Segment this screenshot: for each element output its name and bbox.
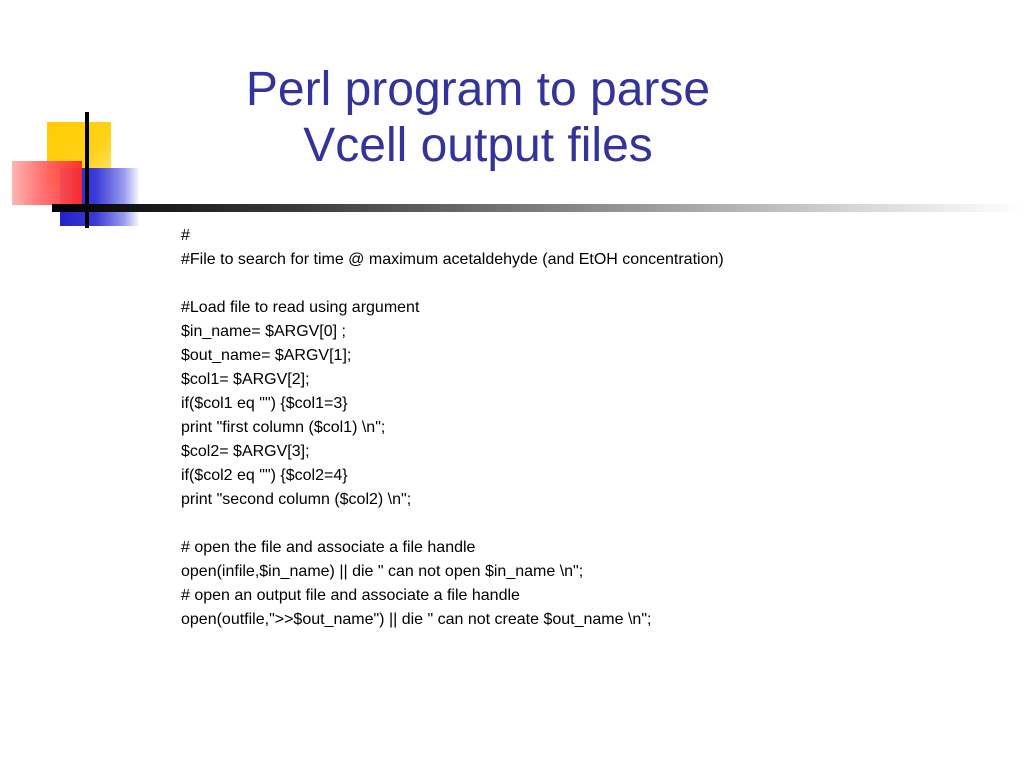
- code-line: $col2= $ARGV[3];: [181, 443, 310, 460]
- slide-title: [160, 62, 796, 174]
- code-line: print "second column ($col2) \n";: [181, 491, 412, 508]
- code-line: open(infile,$in_name) || die " can not open $in_name \n";: [181, 563, 584, 580]
- code-line: $in_name= $ARGV[0] ;: [181, 323, 346, 340]
- code-line: if($col1 eq "") {$col1=3}: [181, 395, 348, 412]
- code-line: [181, 272, 981, 296]
- code-line: if($col2 eq "") {$col2=4}: [181, 467, 348, 484]
- code-line: # open the file and associate a file handle: [181, 539, 476, 556]
- title-line: Perl program to parse: [245, 63, 711, 116]
- code-line: $out_name= $ARGV[1];: [181, 347, 352, 364]
- code-line: open(outfile,">>$out_name") || die " can not create $out_name \n";: [181, 611, 652, 628]
- code-line: # open an output file and associate a file handle: [181, 587, 520, 604]
- code-line: print "first column ($col1) \n";: [181, 419, 386, 436]
- code-block: [181, 224, 981, 632]
- code-line: [181, 512, 981, 536]
- code-line: $col1= $ARGV[2];: [181, 371, 310, 388]
- code-line: #: [181, 227, 190, 244]
- title-line: Vcell output files: [303, 119, 653, 172]
- code-line: #File to search for time @ maximum acetaldehyde (and EtOH concentration): [181, 251, 724, 268]
- title-underline-rule: [52, 204, 1024, 212]
- decorative-red-square: [12, 161, 82, 205]
- code-line: #Load file to read using argument: [181, 299, 420, 316]
